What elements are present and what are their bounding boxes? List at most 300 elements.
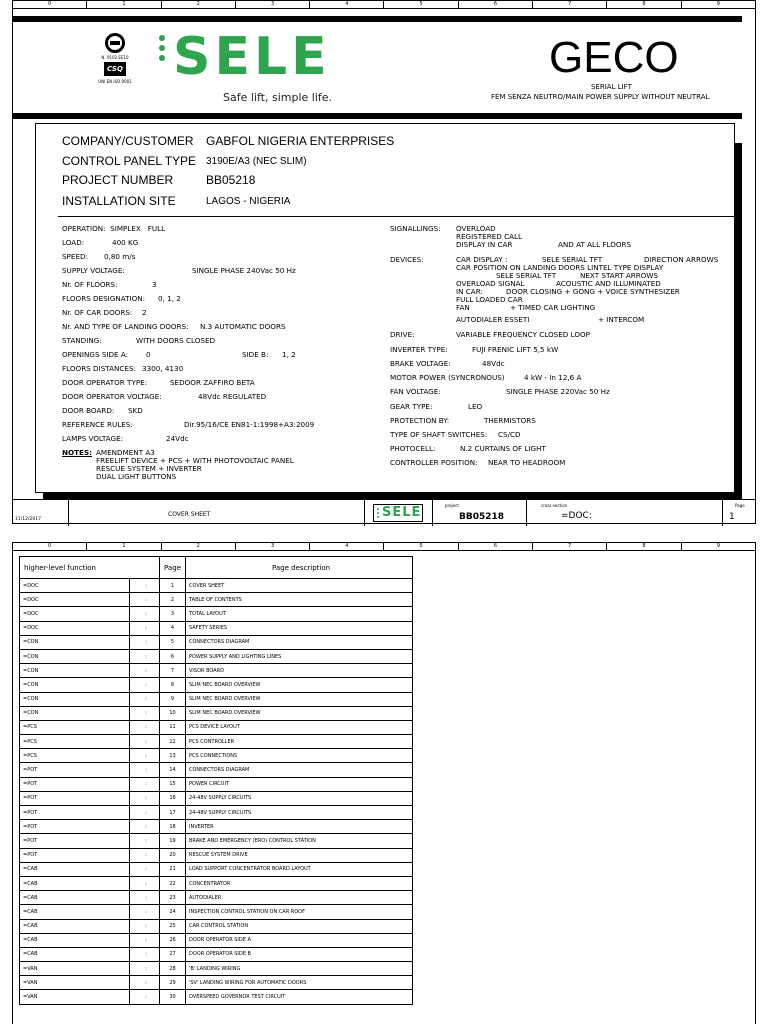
spec-fan: FAN VOLTAGE: (390, 387, 441, 396)
toc-separator: : (130, 905, 160, 919)
table-row (20, 990, 413, 1004)
spec-protection: PROTECTION BY: (390, 416, 450, 425)
panel-type-value: 3190E/A3 (NEC SLIM) (206, 156, 307, 167)
spec-controller-value: NEAR TO HEADROOM (488, 458, 566, 467)
table-row (20, 919, 413, 933)
spec-gear: GEAR TYPE: (390, 402, 433, 411)
toc-separator: : (130, 706, 160, 720)
toc-header-row (20, 557, 413, 579)
toc-separator: : (130, 593, 160, 607)
toc-function: =CAB (20, 891, 130, 905)
toc-function: =VAN (20, 976, 130, 990)
toc-body (20, 579, 413, 1005)
ruler-cell: 0 (13, 1, 87, 8)
toc-page: 30 (160, 990, 186, 1004)
toc-separator: : (130, 891, 160, 905)
title-block (13, 499, 755, 525)
company-value: GABFOL NIGERIA ENTERPRISES (206, 134, 395, 148)
toc-function: =CON (20, 664, 130, 678)
table-row (20, 720, 413, 734)
spec-door-board-value: SKD (128, 406, 143, 415)
spec-designation: FLOORS DESIGNATION: (62, 294, 146, 303)
ruler-cell: 1 (87, 543, 161, 550)
toc-description: INVERTER (186, 820, 413, 834)
table-row (20, 607, 413, 621)
toc-function: =POT (20, 763, 130, 777)
table-row (20, 692, 413, 706)
notes-line-2: FREELIFT DEVICE + PCS + WITH PHOTOVOLTAIC PANEL (96, 456, 294, 465)
spec-car-doors-value: 2 (142, 308, 147, 317)
spec-shaft-value: CS/CD (498, 430, 521, 439)
spec-brake-value: 48Vdc (482, 359, 505, 368)
toc-function: =POT (20, 806, 130, 820)
toc-separator: : (130, 976, 160, 990)
toc-separator: : (130, 692, 160, 706)
toc-page: 1 (160, 579, 186, 593)
toc-description: TABLE OF CONTENTS (186, 593, 413, 607)
spec-drive-value: VARIABLE FREQUENCY CLOSED LOOP (456, 330, 590, 339)
table-row (20, 976, 413, 990)
toc-page: 2 (160, 593, 186, 607)
toc-separator: : (130, 763, 160, 777)
table-row (20, 777, 413, 791)
table-row (20, 962, 413, 976)
project-number-value: BB05218 (206, 173, 256, 187)
toc-description: CONCENTRATOR (186, 876, 413, 890)
ruler-cell: 8 (607, 1, 681, 8)
device-4: OVERLOAD SIGNAL (456, 279, 525, 288)
toc-separator: : (130, 635, 160, 649)
spec-lamps: LAMPS VOLTAGE: (62, 434, 124, 443)
spec-car-doors: Nr. OF CAR DOORS: (62, 308, 133, 317)
table-row (20, 876, 413, 890)
table-row (20, 664, 413, 678)
spec-designation-value: 0, 1, 2 (158, 294, 181, 303)
notes-label: NOTES: (62, 448, 92, 457)
toc-function: =PCS (20, 749, 130, 763)
toc-page: 5 (160, 635, 186, 649)
toc-page: 23 (160, 891, 186, 905)
toc-function: =PCS (20, 735, 130, 749)
table-row (20, 635, 413, 649)
table-row (20, 763, 413, 777)
toc-function: =DOC (20, 579, 130, 593)
toc-separator: : (130, 664, 160, 678)
table-row (20, 820, 413, 834)
table-row (20, 947, 413, 961)
column-ruler (13, 1, 755, 9)
toc-separator: : (130, 919, 160, 933)
site-label: INSTALLATION SITE (62, 194, 176, 208)
toc-separator: : (130, 848, 160, 862)
toc-function: =POT (20, 791, 130, 805)
ruler-cell: 4 (310, 543, 384, 550)
spec-shaft: TYPE OF SHAFT SWITCHES: (390, 430, 488, 439)
toc-page: 11 (160, 720, 186, 734)
toc-separator: : (130, 649, 160, 663)
toc-description: RESCUE SYSTEM DRIVE (186, 848, 413, 862)
toc-header-function: higher-level function (20, 557, 160, 579)
device-5b: DOOR CLOSING + GONG + VOICE SYNTHESIZER (506, 287, 680, 296)
toc-page: 24 (160, 905, 186, 919)
spec-brake: BRAKE VOLTAGE: (390, 359, 451, 368)
spec-distances-value: 3300, 4130 (142, 364, 184, 373)
spec-rules-value: Dir.95/16/CE EN81-1:1998+A3:2009 (184, 420, 315, 429)
toc-function: =POT (20, 820, 130, 834)
table-row (20, 593, 413, 607)
toc-page: 26 (160, 933, 186, 947)
spec-gear-value: LEO (468, 402, 483, 411)
spec-operation (62, 224, 165, 233)
spec-floors-value: 3 (152, 280, 157, 289)
header-separator (58, 216, 734, 217)
toc-function: =DOC (20, 621, 130, 635)
toc-description: PCS CONNECTIONS (186, 749, 413, 763)
toc-page: 28 (160, 962, 186, 976)
toc-page: 10 (160, 706, 186, 720)
device-2: CAR POSITION ON LANDING DOORS LINTEL TYPE DISPLAY (456, 263, 664, 272)
toc-page: 21 (160, 862, 186, 876)
toc-function: =DOC (20, 607, 130, 621)
device-7b: + TIMED CAR LIGHTING (510, 303, 596, 312)
toc-function: =POT (20, 777, 130, 791)
ruler-cell: 3 (236, 1, 310, 8)
toc-description: 'SV' LANDING WIRING FOR AUTOMATIC DOORS (186, 976, 413, 990)
product-subtitle: SERIAL LIFT (591, 83, 632, 91)
device-8b: + INTERCOM (598, 315, 645, 324)
notes-line-4: DUAL LIGHT BUTTONS (96, 472, 177, 481)
toc-separator: : (130, 607, 160, 621)
site-value: LAGOS - NIGERIA (206, 196, 291, 207)
notes-line-1: AMENDMENT A3 (96, 448, 155, 457)
logo-dots-icon (159, 35, 167, 65)
spec-protection-value: THERMISTORS (484, 416, 536, 425)
table-row (20, 621, 413, 635)
toc-function: =CON (20, 649, 130, 663)
device-1c: DIRECTION ARROWS (644, 255, 719, 264)
mid-divider-bar (13, 113, 742, 119)
toc-description: BRAKE AND EMERGENCY (ERO) CONTROL STATION (186, 834, 413, 848)
box-shadow-right (735, 143, 742, 499)
toc-separator: : (130, 862, 160, 876)
table-row (20, 933, 413, 947)
toc-function: =DOC (20, 593, 130, 607)
spec-inverter: INVERTER TYPE: (390, 345, 448, 354)
footer-section-label: cross-section (541, 503, 568, 508)
footer-cell (69, 500, 365, 526)
spec-door-operator-type: DOOR OPERATOR TYPE: (62, 378, 148, 387)
footer-section: =DOC: (561, 511, 592, 521)
ruler-cell: 2 (162, 1, 236, 8)
toc-description: DOOR OPERATOR SIDE B (186, 947, 413, 961)
spec-motor: MOTOR POWER (SYNCRONOUS) (390, 373, 505, 382)
spec-standing-value: WITH DOORS CLOSED (136, 336, 216, 345)
device-4b: ACOUSTIC AND ILLUMINATED (556, 279, 661, 288)
footer-date: 11/12/2017 (15, 517, 41, 522)
toc-function: =CAB (20, 919, 130, 933)
iso-label: UNI EN ISO 9001 (98, 79, 132, 84)
toc-description: CONNECTORS DIAGRAM (186, 763, 413, 777)
spec-openings-a: OPENINGS SIDE A: (62, 350, 129, 359)
device-1: CAR DISPLAY : (456, 255, 508, 264)
toc-page: 12 (160, 735, 186, 749)
project-data-box (35, 123, 735, 493)
imq-mark-icon (105, 33, 125, 53)
spec-signal-2: REGISTERED CALL (456, 232, 523, 241)
toc-table (19, 556, 413, 1005)
ruler-cell: 7 (533, 543, 607, 550)
spec-signallings: SIGNALLINGS: (390, 224, 441, 233)
footer-cell (13, 500, 69, 526)
spec-controller: CONTROLLER POSITION: (390, 458, 478, 467)
toc-page: 6 (160, 649, 186, 663)
toc-separator: : (130, 806, 160, 820)
spec-motor-value: 4 kW - In 12,6 A (524, 373, 582, 382)
spec-label: OPERATION: (62, 224, 106, 233)
device-5: IN CAR: (456, 287, 483, 296)
top-divider-bar (13, 16, 742, 22)
spec-rules: REFERENCE RULES: (62, 420, 133, 429)
product-power-note: FEM SENZA NEUTRO/MAIN POWER SUPPLY WITHOUT NEUTRAL (491, 93, 710, 101)
spec-openings-b-value: 1, 2 (282, 350, 296, 359)
toc-function: =PCS (20, 720, 130, 734)
toc-description: POWER SUPPLY AND LIGHTING LINES (186, 649, 413, 663)
table-row (20, 848, 413, 862)
toc-separator: : (130, 678, 160, 692)
toc-separator: : (130, 990, 160, 1004)
spec-supply-value: SINGLE PHASE 240Vac 50 Hz (192, 266, 296, 275)
spec-openings-b: SIDE B: (242, 350, 269, 359)
cert-number: N. 9102.EE10 (101, 55, 129, 60)
logo-tagline: Safe lift, simple life. (223, 91, 333, 104)
toc-page: 16 (160, 791, 186, 805)
toc-description: CONNECTORS DIAGRAM (186, 635, 413, 649)
toc-page: 19 (160, 834, 186, 848)
toc-function: =CON (20, 635, 130, 649)
toc-description: CAR CONTROL STATION (186, 919, 413, 933)
toc-function: =CAB (20, 905, 130, 919)
device-1b: SELE SERIAL TFT (542, 255, 603, 264)
device-7: FAN (456, 303, 470, 312)
spec-inverter-value: FUJI FRENIC LIFT 5,5 kW (472, 345, 559, 354)
toc-description: 24-48V SUPPLY CIRCUITS (186, 806, 413, 820)
toc-separator: : (130, 791, 160, 805)
toc-function: =POT (20, 834, 130, 848)
ruler-cell: 5 (384, 1, 458, 8)
footer-title: COVER SHEET (168, 511, 211, 518)
spec-photocell-value: N.2 CURTAINS OF LIGHT (460, 444, 546, 453)
toc-separator: : (130, 720, 160, 734)
spec-speed-value: 0,80 m/s (104, 252, 136, 261)
toc-description: VISOR BOARD (186, 664, 413, 678)
toc-separator: : (130, 735, 160, 749)
spec-drive: DRIVE: (390, 330, 415, 339)
ruler-cell: 4 (310, 1, 384, 8)
spec-load (62, 238, 84, 247)
toc-header-desc: Page description (186, 557, 413, 579)
spec-load-value: 400 KG (112, 238, 139, 247)
spec-fan-value: SINGLE PHASE 220Vac 50 Hz (506, 387, 610, 396)
toc-function: =CON (20, 678, 130, 692)
toc-description: PCS CONTROLLER (186, 735, 413, 749)
toc-page: 17 (160, 806, 186, 820)
ruler-cell: 2 (162, 543, 236, 550)
toc-page: 25 (160, 919, 186, 933)
spec-value: SIMPLEX (110, 224, 141, 233)
device-3b: NEXT START ARROWS (580, 271, 659, 280)
table-row (20, 706, 413, 720)
toc-function: =CAB (20, 862, 130, 876)
toc-page: 29 (160, 976, 186, 990)
ruler-cell: 1 (87, 1, 161, 8)
ruler-cell: 0 (13, 543, 87, 550)
panel-type-label: CONTROL PANEL TYPE (62, 154, 197, 168)
column-ruler (13, 543, 755, 551)
spec-door-operator-type-value: SEDOOR ZAFFIRO BETA (170, 378, 255, 387)
ruler-cell: 5 (384, 543, 458, 550)
toc-function: =CON (20, 706, 130, 720)
ruler-cell: 8 (607, 543, 681, 550)
toc-function: =CAB (20, 876, 130, 890)
spec-supply: SUPPLY VOLTAGE: (62, 266, 125, 275)
toc-separator: : (130, 749, 160, 763)
table-row (20, 735, 413, 749)
toc-description: TOTAL LAYOUT (186, 607, 413, 621)
spec-standing: STANDING: (62, 336, 102, 345)
table-row (20, 834, 413, 848)
toc-description: INSPECTION CONTROL STATION ON CAR ROOF (186, 905, 413, 919)
table-row (20, 678, 413, 692)
toc-separator: : (130, 621, 160, 635)
toc-separator: : (130, 820, 160, 834)
notes-line-3: RESCUE SYSTEM + INVERTER (96, 464, 202, 473)
toc-separator: : (130, 834, 160, 848)
toc-description: POWER CIRCUIT (186, 777, 413, 791)
spec-value: FULL (147, 224, 166, 233)
logo-wordmark: SELE (173, 27, 331, 87)
device-3: SELE SERIAL TFT (496, 271, 557, 280)
spec-signal-1: OVERLOAD (456, 224, 496, 233)
product-name: GECO (549, 33, 679, 82)
spec-photocell: PHOTOCELL: (390, 444, 436, 453)
footer-project-label: project (445, 503, 459, 508)
toc-description: PCS DEVICE LAYOUT (186, 720, 413, 734)
device-6: FULL LOADED CAR (456, 295, 523, 304)
footer-page-label: Page (735, 503, 745, 508)
toc-separator: : (130, 876, 160, 890)
toc-page: 20 (160, 848, 186, 862)
table-row (20, 791, 413, 805)
toc-function: =CAB (20, 947, 130, 961)
footer-page-number: 1 (729, 512, 735, 522)
spec-door-operator-voltage: DOOR OPERATOR VOLTAGE: (62, 392, 162, 401)
toc-description: SLIM NEC BOARD OVERVIEW (186, 678, 413, 692)
spec-speed: SPEED: (62, 252, 88, 261)
ruler-cell: 9 (716, 1, 720, 7)
toc-description: COVER SHEET (186, 579, 413, 593)
company-label: COMPANY/CUSTOMER (62, 134, 194, 148)
toc-page: 3 (160, 607, 186, 621)
table-row (20, 579, 413, 593)
footer-project: BB05218 (459, 512, 505, 522)
toc-page: 9 (160, 692, 186, 706)
toc-page: 13 (160, 749, 186, 763)
toc-function: =VAN (20, 990, 130, 1004)
toc-description: 'B' LANDING WIRING (186, 962, 413, 976)
logo-dots-icon (377, 508, 379, 520)
table-row (20, 905, 413, 919)
ruler-cell: 6 (459, 1, 533, 8)
toc-description: SLIM NEC BOARD OVERVIEW (186, 706, 413, 720)
spec-door-board: DOOR BOARD: (62, 406, 115, 415)
toc-function: =VAN (20, 962, 130, 976)
ruler-cell: 9 (716, 543, 720, 549)
ruler-cell: 3 (236, 543, 310, 550)
spec-landing-doors-value: N.3 AUTOMATIC DOORS (200, 322, 286, 331)
certification-marks (95, 33, 135, 84)
table-row (20, 891, 413, 905)
toc-page: 18 (160, 820, 186, 834)
toc-separator: : (130, 579, 160, 593)
spec-landing-doors: Nr. AND TYPE OF LANDING DOORS: (62, 322, 189, 331)
toc-function: =CAB (20, 933, 130, 947)
spec-openings-a-value: 0 (146, 350, 151, 359)
footer-logo (373, 504, 423, 522)
toc-description: AUTODIALER (186, 891, 413, 905)
table-row (20, 749, 413, 763)
toc-function: =CON (20, 692, 130, 706)
toc-page: 27 (160, 947, 186, 961)
table-row (20, 649, 413, 663)
toc-separator: : (130, 947, 160, 961)
toc-separator: : (130, 962, 160, 976)
spec-lamps-value: 24Vdc (166, 434, 189, 443)
sele-logo (159, 27, 333, 107)
project-number-label: PROJECT NUMBER (62, 173, 174, 187)
toc-header-page: Page (160, 557, 186, 579)
spec-distances: FLOORS DISTANCES: (62, 364, 136, 373)
spec-devices: DEVICES: (390, 255, 424, 264)
spec-floors: Nr. OF FLOORS: (62, 280, 118, 289)
toc-separator: : (130, 777, 160, 791)
toc-page: 14 (160, 763, 186, 777)
toc-description: DOOR OPERATOR SIDE A (186, 933, 413, 947)
ruler-cell: 7 (533, 1, 607, 8)
cover-sheet (12, 0, 756, 524)
toc-page: 4 (160, 621, 186, 635)
toc-page: 8 (160, 678, 186, 692)
spec-label: LOAD: (62, 238, 85, 247)
table-row (20, 806, 413, 820)
spec-signal-3: DISPLAY IN CAR (456, 240, 513, 249)
spec-door-operator-voltage-value: 48Vdc REGULATED (198, 392, 267, 401)
toc-description: OVERSPEED GOVERNOR TEST CIRCUIT (186, 990, 413, 1004)
device-8: AUTODIALER ESSETI (456, 315, 530, 324)
toc-function: =POT (20, 848, 130, 862)
toc-description: SAFETY SERIES (186, 621, 413, 635)
ruler-cell: 6 (459, 543, 533, 550)
table-row (20, 862, 413, 876)
footer-logo-word: SELE (382, 505, 422, 520)
toc-description: SLIM NEC BOARD OVERVIEW (186, 692, 413, 706)
csq-mark: CSQ (104, 62, 126, 76)
toc-page: 22 (160, 876, 186, 890)
toc-description: LOAD SUPPORT CONCENTRATOR BOARD LAYOUT (186, 862, 413, 876)
toc-description: 24-48V SUPPLY CIRCUITS (186, 791, 413, 805)
toc-separator: : (130, 933, 160, 947)
toc-sheet (12, 542, 756, 1024)
spec-signal-3b: AND AT ALL FLOORS (558, 240, 632, 249)
